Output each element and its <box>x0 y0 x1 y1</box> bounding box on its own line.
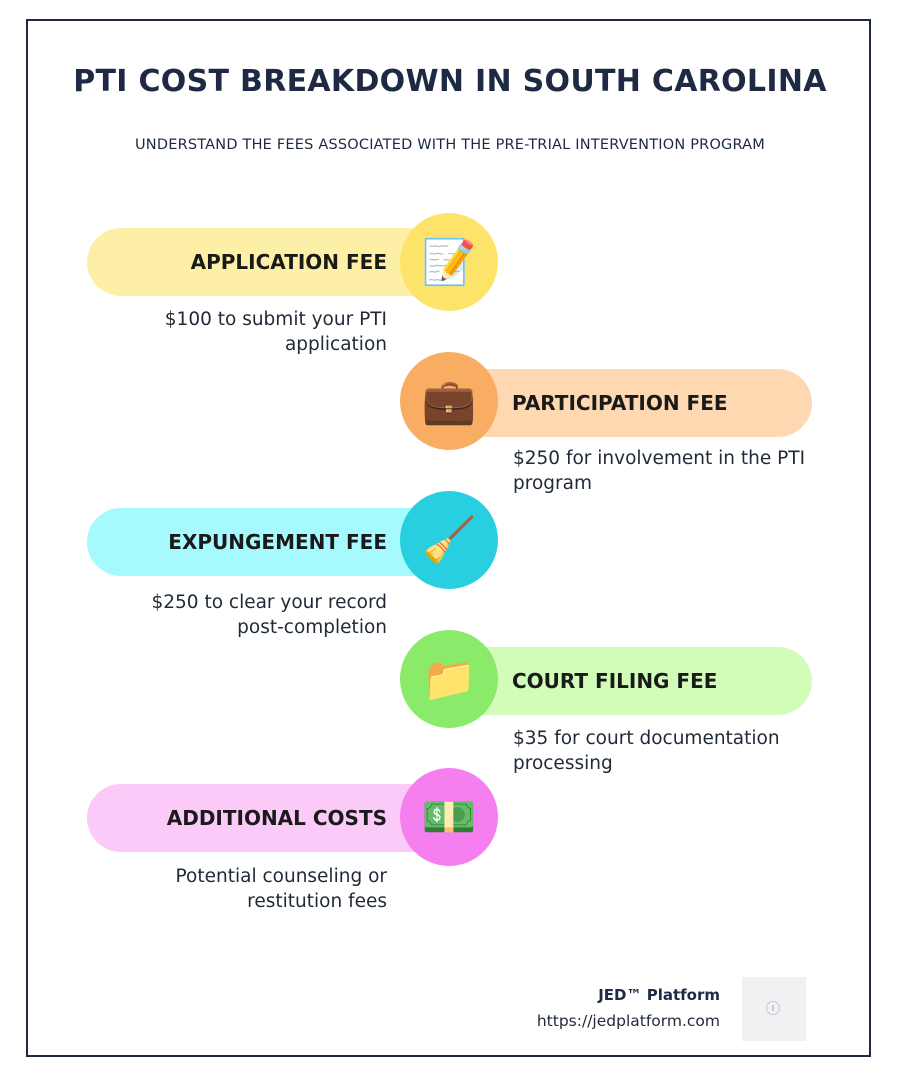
memo-pencil-icon: 📝 <box>400 213 498 311</box>
logo-mark-icon <box>766 1001 780 1015</box>
court-filing-fee-description: $35 for court documentation processing <box>513 728 780 774</box>
court-filing-fee-label: COURT FILING FEE <box>512 669 718 693</box>
page-title: PTI COST BREAKDOWN IN SOUTH CAROLINA <box>73 64 827 99</box>
expungement-fee-description: $250 to clear your record post-completion <box>151 592 387 638</box>
footer-brand-name: JED™ Platform <box>598 986 720 1004</box>
participation-fee-description: $250 for involvement in the PTI program <box>513 448 806 494</box>
application-fee-pill <box>87 228 447 296</box>
footer-url-link[interactable]: https://jedplatform.com <box>536 1012 720 1030</box>
expungement-fee-label: EXPUNGEMENT FEE <box>168 530 387 554</box>
broom-icon: 🧹 <box>400 491 498 589</box>
briefcase-icon: 💼 <box>400 352 498 450</box>
qr-code-placeholder <box>742 977 806 1041</box>
page-subtitle: UNDERSTAND THE FEES ASSOCIATED WITH THE PRE-TRIAL INTERVENTION PROGRAM <box>134 137 766 153</box>
additional-costs-pill <box>87 784 447 852</box>
money-icon: 💵 <box>400 768 498 866</box>
additional-costs-label: ADDITIONAL COSTS <box>166 806 387 830</box>
participation-fee-label: PARTICIPATION FEE <box>512 391 728 415</box>
expungement-fee-pill <box>87 508 447 576</box>
folder-icon: 📁 <box>400 630 498 728</box>
application-fee-description: $100 to submit your PTI application <box>164 309 387 355</box>
court-filing-fee-pill <box>450 647 812 715</box>
participation-fee-pill <box>450 369 812 437</box>
application-fee-label: APPLICATION FEE <box>190 250 387 274</box>
additional-costs-description: Potential counseling or restitution fees <box>175 866 387 912</box>
